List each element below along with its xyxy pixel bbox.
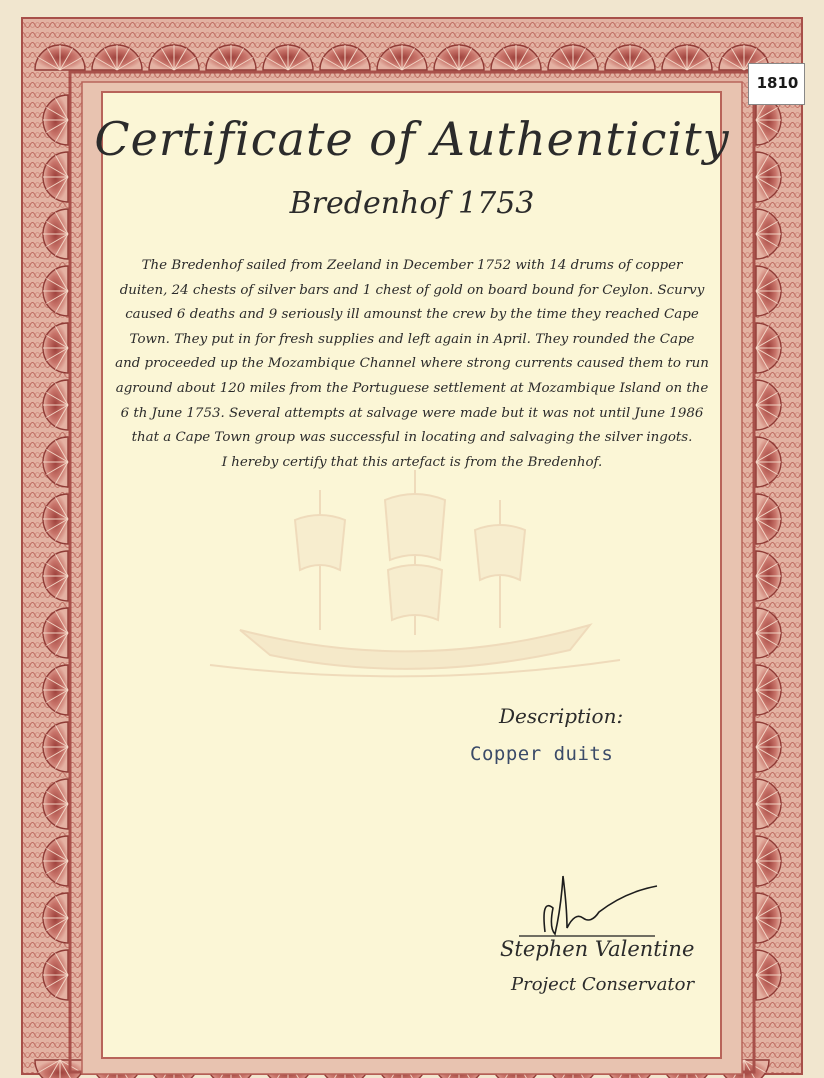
conservator-name: Stephen Valentine: [500, 937, 695, 961]
body-line: The Bredenhof sailed from Zeeland in December 1752 with 14 drums of copper: [141, 258, 683, 273]
body-line: and proceeded up the Mozambique Channel where strong currents caused them to run: [115, 356, 709, 372]
ship-watermark: [200, 460, 630, 690]
reference-tag: [748, 63, 805, 105]
conservator-role: Project Conservator: [511, 974, 695, 995]
body-line: that a Cape Town group was successful in locating and salvaging the silver ingots.: [131, 430, 693, 446]
reference-number: 1810: [756, 74, 799, 92]
body-line: caused 6 deaths and 9 seriously ill amounst the crew by the time they reached Cape: [125, 307, 699, 323]
body-line: duiten, 24 chests of silver bars and 1 chest of gold on board bound for Ceylon. Scurvy: [119, 282, 705, 298]
body-line: aground about 120 miles from the Portuguese settlement at Mozambique Island on the: [115, 380, 709, 396]
body-line: I hereby certify that this artefact is from the Bredenhof.: [221, 454, 603, 470]
signature: [505, 868, 665, 943]
certificate-title: Certificate of Authenticity: [94, 112, 730, 166]
description-value: Copper duits: [470, 743, 614, 765]
description-label: Description:: [499, 704, 624, 728]
certificate-body: [113, 254, 711, 475]
body-line: Town. They put in for fresh supplies and left again in April. They rounded the Cape: [129, 331, 695, 347]
body-line: 6 th June 1753. Several attempts at salvage were made but it was not until June 1986: [120, 405, 704, 421]
certificate-subtitle: Bredenhof 1753: [289, 186, 535, 221]
